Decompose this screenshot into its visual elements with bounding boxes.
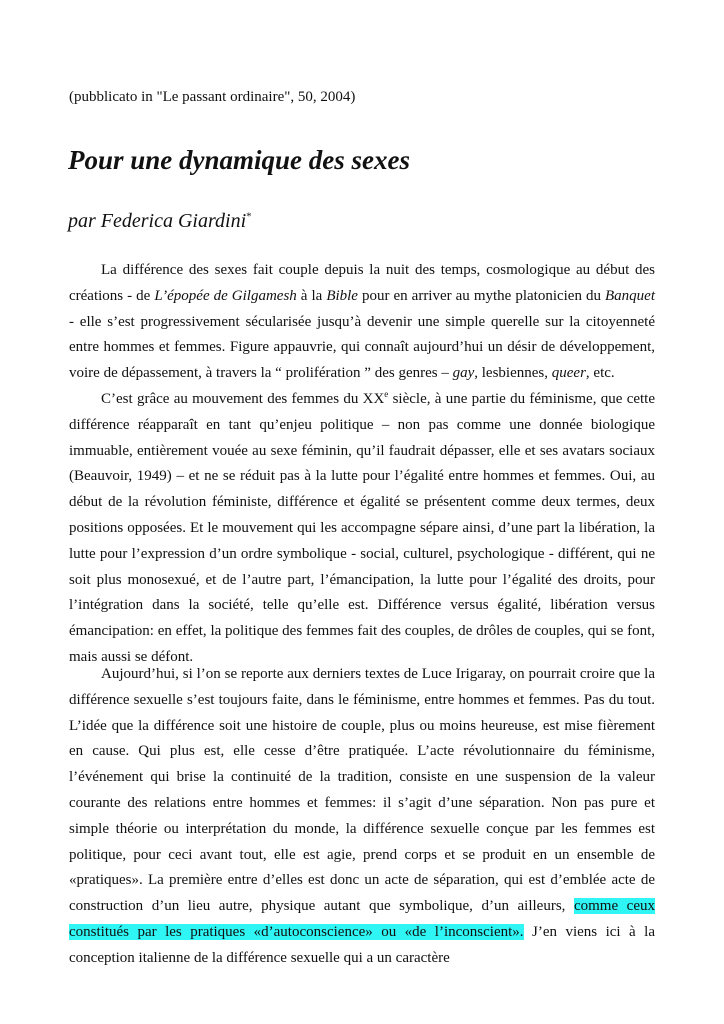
paragraph-1 [69,258,655,387]
text-run: Aujourd’hui, si l’on se reporte aux derniers textes de Luce Irigaray, on pourrait croire que la différence sexuelle s’est toujours faite, dans le féminisme, entre hommes et femmes. Pas du tout. L’idée que la différence soit une histoire de couple, plus ou moins heureuse, est mise fièrement en cause. Qui plus est, elle cesse d’être pratiquée. L’acte révolutionnaire du féminisme, l’événement qui brise la continuité de la tradition, consiste en une suspension de la valeur courante des relations entre hommes et femmes: il s’agit d’une séparation. Non pas pure et simple théorie ou interprétation du monde, la différence sexuelle conçue par les femmes est politique, pour ceci avant tout, elle est agie, prend corps et se produit en un ensemble de «pratiques». La première entre d’elles est donc un acte de séparation, qui est d’emblée acte de construction d’un lieu autre, physique autant que symbolique, d’un ailleurs, [69,666,655,915]
text-run: La différence des sexes fait couple depuis la nuit des temps, cosmologique au début des créations - de [69,262,655,304]
paragraph-3 [69,662,655,972]
text-run: à la [296,287,327,304]
text-run: , lesbiennes, [474,365,552,382]
article-title: Pour une dynamique des sexes [68,145,411,175]
paragraph-2 [69,387,655,671]
text-run: - elle s’est progressivement sécularisée jusqu’à devenir une simple querelle sur la citoyenneté entre hommes et femmes. Figure appauvrie, qui connaît aujourd’hui un désir de développement, voire de dépassement, à travers la “ prolifération ” des genres – [69,313,655,382]
italic-title: L’épopée de Gilgamesh [154,287,297,304]
text-run: J’en viens ici à la conception italienne de la différence sexuelle qui a un caractère [69,923,655,966]
italic-term: gay [452,365,475,382]
footnote-mark[interactable]: * [246,210,252,223]
italic-title: Banquet [605,287,655,304]
superscript: e [384,389,389,399]
text-run: siècle, à une partie du féminisme, que cette différence réapparaît en tant qu’enjeu politique – non pas comme une donnée biologique immuable, entièrement vouée au sexe féminin, qu’il faudrait dépasser, elle et ses avatars sociaux (Beauvoir, 1949) – et ne se réduit pas à la lutte pour l’égalité entre hommes et femmes. Oui, au début de la révolution féministe, différence et égalité se présentent comme deux termes, deux positions opposées. Et le mouvement qui les accompagne sépare ainsi, d’une part la libération, la lutte pour l’expression d’un ordre symbolique - social, culturel, psychologique - différent, qui ne soit plus monosexué, et de l’autre part, l’émancipation, la lutte pour l’égalité des droits, pour l’intégration dans la société, telle qu’elle est. Différence versus égalité, libération versus émancipation: en effet, la politique des femmes fait des couples, de drôles de couples, qui se font, mais aussi se défont. [69,391,656,665]
author-byline [68,208,252,234]
highlighted-text[interactable]: comme ceux constitués par les pratiques «d’autoconscience» ou «de l’inconscient». [69,898,655,940]
italic-title: Bible [326,287,358,304]
text-run: pour en arriver au mythe platonicien du [357,287,605,304]
text-run: C’est grâce au mouvement des femmes du XX [101,391,385,407]
text-run: , etc. [585,365,615,382]
publication-note: (pubblicato in "Le passant ordinaire", 50, 2004) [69,89,356,105]
italic-term: queer [551,365,586,382]
author-name: par Federica Giardini [68,210,247,232]
